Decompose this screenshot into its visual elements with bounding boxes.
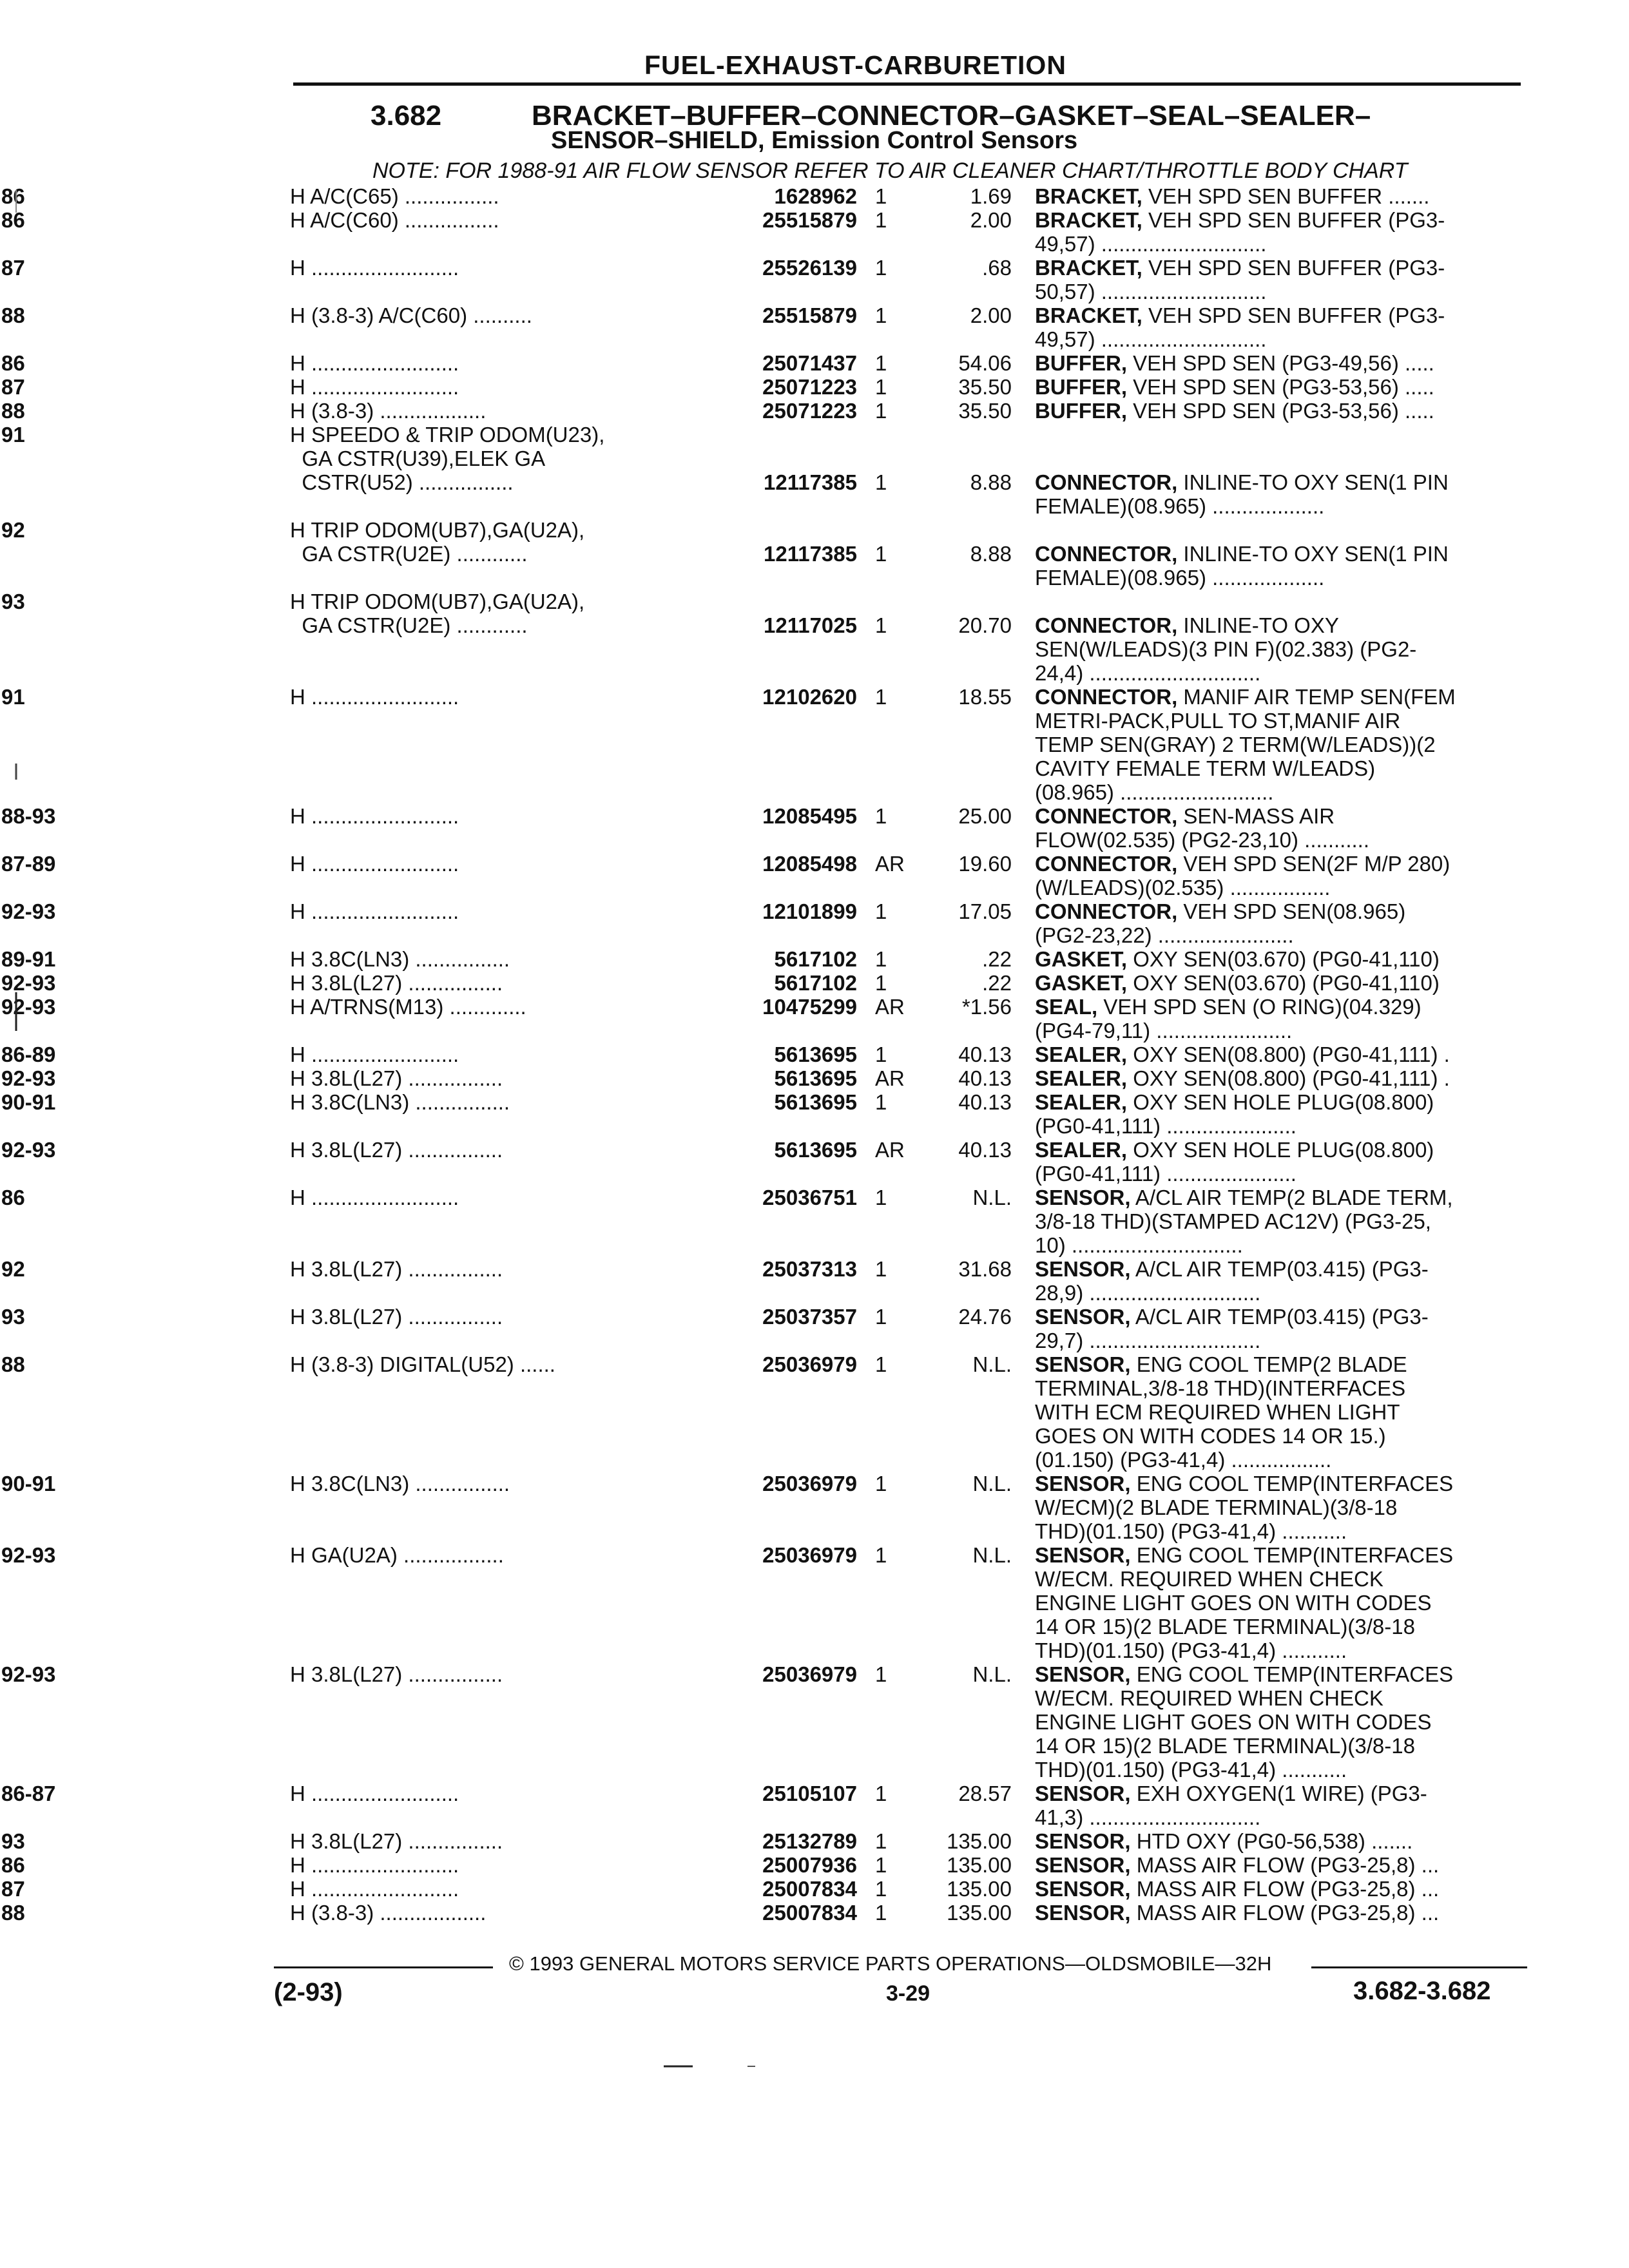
description-detail: ENG COOL TEMP(INTERFACES W/ECM. REQUIRED WHEN CHECK ENGINE LIGHT GOES ON WITH CODES 14 OR 15)(2 BLADE TERMINAL)(3/8-18 THD)(01.150) (PG3-41,4) ........... xyxy=(1035,1662,1454,1782)
quantity: 1 xyxy=(875,1352,887,1376)
section-number: 3.682 xyxy=(371,100,442,131)
part-number: 12085495 xyxy=(762,804,857,828)
application: H SPEEDO & TRIP ODOM(U23), GA CSTR(U39),ELEK GA CSTR(U52) ................ xyxy=(290,423,605,494)
application: H A/C(C65) ................ xyxy=(290,184,499,208)
description-noun: CONNECTOR, xyxy=(1035,899,1178,923)
quantity: 1 xyxy=(875,899,887,923)
description-detail: INLINE-TO OXY SEN(1 PIN FEMALE)(08.965) ................... xyxy=(1035,470,1449,518)
cutoff-year: 89-91 xyxy=(1,947,56,971)
description-noun: SENSOR, xyxy=(1035,1352,1131,1376)
footer-date: (2-93) xyxy=(274,1978,343,2006)
description-noun: SEALER, xyxy=(1035,1066,1128,1090)
application: H ......................... xyxy=(290,351,459,375)
part-number: 12085498 xyxy=(762,852,857,876)
cutoff-year: 92-93 xyxy=(1,995,56,1019)
description-noun: SENSOR, xyxy=(1035,1829,1131,1853)
application: H ......................... xyxy=(290,1877,459,1901)
cutoff-year: 87 xyxy=(1,256,25,280)
description-detail: MASS AIR FLOW (PG3-25,8) ... xyxy=(1130,1853,1440,1877)
application: H ......................... xyxy=(290,1186,459,1209)
description-noun: SENSOR, xyxy=(1035,1543,1131,1567)
cutoff-year: 91 xyxy=(1,685,25,709)
application: H (3.8-3) .................. xyxy=(290,1901,487,1925)
application: H 3.8L(L27) ................ xyxy=(290,1138,503,1162)
cutoff-year: 92-93 xyxy=(1,1543,56,1567)
description-detail: INLINE-TO OXY SEN(1 PIN FEMALE)(08.965) ................... xyxy=(1035,542,1449,590)
price: N.L. xyxy=(972,1543,1012,1567)
cutoff-year: 87-89 xyxy=(1,852,56,876)
application: H ......................... xyxy=(290,256,459,280)
part-number: 25071223 xyxy=(762,375,857,399)
description-detail: OXY SEN(08.800) (PG0-41,111) . xyxy=(1127,1066,1450,1090)
description-noun: SENSOR, xyxy=(1035,1186,1131,1209)
cutoff-year: 87 xyxy=(1,375,25,399)
application: H 3.8L(L27) ................ xyxy=(290,1066,503,1090)
description-detail: ENG COOL TEMP(INTERFACES W/ECM)(2 BLADE TERMINAL)(3/8-18 THD)(01.150) (PG3-41,4) ........... xyxy=(1035,1472,1454,1543)
part-number: 25007834 xyxy=(762,1901,857,1925)
description-detail: VEH SPD SEN BUFFER (PG3- 49,57) ............................ xyxy=(1035,303,1445,351)
part-number: 25037357 xyxy=(762,1305,857,1329)
price: .22 xyxy=(982,971,1012,995)
price: .22 xyxy=(982,947,1012,971)
section-title-line2: SENSOR–SHIELD, Emission Control Sensors xyxy=(551,127,1078,154)
cutoff-year: 86 xyxy=(1,184,25,208)
price: 17.05 xyxy=(958,899,1012,923)
description-noun: CONNECTOR, xyxy=(1035,470,1178,494)
description-detail: VEH SPD SEN BUFFER (PG3- 50,57) ............................ xyxy=(1035,256,1445,303)
cutoff-year: 91 xyxy=(1,423,25,447)
application: H 3.8L(L27) ................ xyxy=(290,1305,503,1329)
price: 2.00 xyxy=(970,208,1012,232)
quantity: AR xyxy=(875,1138,905,1162)
price: 24.76 xyxy=(958,1305,1012,1329)
price: 54.06 xyxy=(958,351,1012,375)
part-number: 25132789 xyxy=(762,1829,857,1853)
description-noun: GASKET, xyxy=(1035,947,1128,971)
price: 135.00 xyxy=(947,1901,1012,1925)
price: N.L. xyxy=(972,1662,1012,1686)
quantity: AR xyxy=(875,995,905,1019)
description-noun: SEALER, xyxy=(1035,1043,1128,1066)
application: H A/TRNS(M13) ............. xyxy=(290,995,526,1019)
cutoff-year: 86 xyxy=(1,1186,25,1209)
application: H TRIP ODOM(UB7),GA(U2A), GA CSTR(U2E) ............ xyxy=(290,518,585,566)
price: 28.57 xyxy=(958,1782,1012,1805)
description-noun: BRACKET, xyxy=(1035,208,1142,232)
description-noun: CONNECTOR, xyxy=(1035,542,1178,566)
part-number: 12102620 xyxy=(762,685,857,709)
page-header-title: FUEL-EXHAUST-CARBURETION xyxy=(644,50,1066,80)
application: H A/C(C60) ................ xyxy=(290,208,499,232)
description-detail: A/CL AIR TEMP(03.415) (PG3- 28,9) ............................. xyxy=(1035,1257,1429,1305)
application: H (3.8-3) A/C(C60) .......... xyxy=(290,303,532,327)
quantity: 1 xyxy=(875,351,887,375)
description-detail: ENG COOL TEMP(INTERFACES W/ECM. REQUIRED WHEN CHECK ENGINE LIGHT GOES ON WITH CODES 14 OR 15)(2 BLADE TERMINAL)(3/8-18 THD)(01.150) (PG3-41,4) ........... xyxy=(1035,1543,1454,1662)
price: 135.00 xyxy=(947,1877,1012,1901)
description-detail: OXY SEN(08.800) (PG0-41,111) . xyxy=(1127,1043,1450,1066)
description-detail: OXY SEN(03.670) (PG0-41,110) xyxy=(1127,947,1440,971)
price: 8.88 xyxy=(970,470,1012,494)
application: H ......................... xyxy=(290,1853,459,1877)
description-detail: EXH OXYGEN(1 WIRE) (PG3- 41,3) ............................. xyxy=(1035,1782,1427,1829)
quantity: 1 xyxy=(875,208,887,232)
quantity: 1 xyxy=(875,1662,887,1686)
cutoff-year: 88 xyxy=(1,1901,25,1925)
cutoff-year: 86-89 xyxy=(1,1043,56,1066)
description-detail: OXY SEN(03.670) (PG0-41,110) xyxy=(1127,971,1440,995)
part-number: 1628962 xyxy=(774,184,857,208)
application: H 3.8C(LN3) ................ xyxy=(290,1472,510,1495)
footer-copyright: © 1993 GENERAL MOTORS SERVICE PARTS OPERATIONS—OLDSMOBILE—32H xyxy=(509,1952,1272,1975)
description-detail: INLINE-TO OXY SEN(W/LEADS)(3 PIN F)(02.383) (PG2- 24,4) ............................. xyxy=(1035,613,1417,685)
description-noun: SEAL, xyxy=(1035,995,1098,1019)
description-noun: SENSOR, xyxy=(1035,1901,1131,1925)
description-detail: VEH SPD SEN (O RING)(04.329) (PG4-79,11) ....................... xyxy=(1035,995,1422,1043)
section-note: NOTE: FOR 1988-91 AIR FLOW SENSOR REFER TO AIR CLEANER CHART/THROTTLE BODY CHART xyxy=(372,159,1408,183)
description-noun: SENSOR, xyxy=(1035,1782,1131,1805)
application: H (3.8-3) DIGITAL(U52) ...... xyxy=(290,1352,555,1376)
cutoff-year: 90-91 xyxy=(1,1090,56,1114)
application: H ......................... xyxy=(290,899,459,923)
part-number: 25526139 xyxy=(762,256,857,280)
quantity: 1 xyxy=(875,613,887,637)
cutoff-year: 88 xyxy=(1,303,25,327)
quantity: 1 xyxy=(875,1543,887,1567)
part-number: 25007834 xyxy=(762,1877,857,1901)
part-number: 12117385 xyxy=(763,470,857,494)
cutoff-year: 86 xyxy=(1,208,25,232)
part-number: 25036979 xyxy=(762,1472,857,1495)
part-number: 5613695 xyxy=(774,1043,857,1066)
application: H 3.8C(LN3) ................ xyxy=(290,947,510,971)
cutoff-year: 88 xyxy=(1,1352,25,1376)
price: 40.13 xyxy=(958,1090,1012,1114)
price: 2.00 xyxy=(970,303,1012,327)
quantity: 1 xyxy=(875,1043,887,1066)
cutoff-year: 92-93 xyxy=(1,899,56,923)
description-detail: OXY SEN HOLE PLUG(08.800) (PG0-41,111) ...................... xyxy=(1035,1090,1434,1138)
description-noun: SEALER, xyxy=(1035,1090,1128,1114)
part-number: 12101899 xyxy=(762,899,857,923)
price: N.L. xyxy=(972,1472,1012,1495)
section-title-line1: BRACKET–BUFFER–CONNECTOR–GASKET–SEAL–SEALER– xyxy=(532,100,1371,131)
price: 40.13 xyxy=(958,1043,1012,1066)
description-noun: CONNECTOR, xyxy=(1035,685,1178,709)
description-noun: SENSOR, xyxy=(1035,1877,1131,1901)
part-number: 25071223 xyxy=(762,399,857,423)
description-noun: SENSOR, xyxy=(1035,1472,1131,1495)
application: H ......................... xyxy=(290,804,459,828)
description-detail: VEH SPD SEN(08.965) (PG2-23,22) ....................... xyxy=(1035,899,1406,947)
description-noun: BUFFER, xyxy=(1035,351,1127,375)
description-noun: BUFFER, xyxy=(1035,399,1127,423)
application: H 3.8L(L27) ................ xyxy=(290,1257,503,1281)
cutoff-year: 90-91 xyxy=(1,1472,56,1495)
description-noun: SENSOR, xyxy=(1035,1305,1131,1329)
part-number: 25036979 xyxy=(762,1662,857,1686)
quantity: 1 xyxy=(875,375,887,399)
quantity: 1 xyxy=(875,1305,887,1329)
quantity: 1 xyxy=(875,1090,887,1114)
price: 135.00 xyxy=(947,1853,1012,1877)
application: H ......................... xyxy=(290,1043,459,1066)
description-noun: SENSOR, xyxy=(1035,1662,1131,1686)
cutoff-year: 86 xyxy=(1,1853,25,1877)
part-number: 5617102 xyxy=(774,971,857,995)
description-noun: SENSOR, xyxy=(1035,1257,1131,1281)
quantity: 1 xyxy=(875,1782,887,1805)
cutoff-year: 93 xyxy=(1,1829,25,1853)
quantity: 1 xyxy=(875,256,887,280)
price: 19.60 xyxy=(958,852,1012,876)
quantity: 1 xyxy=(875,1472,887,1495)
description-detail: ENG COOL TEMP(2 BLADE TERMINAL,3/8-18 THD)(INTERFACES WITH ECM REQUIRED WHEN LIGHT GOES ON WITH CODES 14 OR 15.) (01.150) (PG3-41,4) ................. xyxy=(1035,1352,1407,1472)
description-detail: A/CL AIR TEMP(03.415) (PG3- 29,7) ............................. xyxy=(1035,1305,1429,1352)
quantity: 1 xyxy=(875,1901,887,1925)
part-number: 25037313 xyxy=(762,1257,857,1281)
description-detail: VEH SPD SEN (PG3-53,56) ..... xyxy=(1127,375,1434,399)
description-detail: VEH SPD SEN(2F M/P 280) (W/LEADS)(02.535) ................. xyxy=(1035,852,1451,899)
description-noun: CONNECTOR, xyxy=(1035,852,1178,876)
part-number: 25515879 xyxy=(762,303,857,327)
description-noun: GASKET, xyxy=(1035,971,1128,995)
description-detail: A/CL AIR TEMP(2 BLADE TERM, 3/8-18 THD)(STAMPED AC12V) (PG3-25, 10) ............................. xyxy=(1035,1186,1453,1257)
cutoff-year: 92 xyxy=(1,518,25,542)
cutoff-year: 88 xyxy=(1,399,25,423)
part-number: 25036979 xyxy=(762,1543,857,1567)
application: H 3.8L(L27) ................ xyxy=(290,1662,503,1686)
quantity: 1 xyxy=(875,1257,887,1281)
application: H 3.8C(LN3) ................ xyxy=(290,1090,510,1114)
cutoff-year: 86 xyxy=(1,351,25,375)
part-number: 10475299 xyxy=(762,995,857,1019)
description-noun: SENSOR, xyxy=(1035,1853,1131,1877)
quantity: 1 xyxy=(875,399,887,423)
price: 40.13 xyxy=(958,1066,1012,1090)
part-number: 25105107 xyxy=(762,1782,857,1805)
part-number: 25036979 xyxy=(762,1352,857,1376)
application: H GA(U2A) ................. xyxy=(290,1543,504,1567)
description-detail: SEN-MASS AIR FLOW(02.535) (PG2-23,10) ........... xyxy=(1035,804,1370,852)
description-noun: BRACKET, xyxy=(1035,184,1142,208)
description-noun: CONNECTOR, xyxy=(1035,613,1178,637)
description-detail: VEH SPD SEN (PG3-49,56) ..... xyxy=(1127,351,1434,375)
quantity: AR xyxy=(875,1066,905,1090)
price: 20.70 xyxy=(958,613,1012,637)
application: H (3.8-3) .................. xyxy=(290,399,487,423)
part-number: 12117385 xyxy=(763,542,857,566)
description-noun: SEALER, xyxy=(1035,1138,1128,1162)
part-number: 25071437 xyxy=(762,351,857,375)
part-number: 5617102 xyxy=(774,947,857,971)
part-number: 5613695 xyxy=(774,1138,857,1162)
application: H 3.8L(L27) ................ xyxy=(290,1829,503,1853)
description-detail: VEH SPD SEN (PG3-53,56) ..... xyxy=(1127,399,1434,423)
cutoff-year: 93 xyxy=(1,590,25,613)
footer-page-number: 3-29 xyxy=(886,1981,930,2006)
cutoff-year: 92-93 xyxy=(1,1138,56,1162)
description-noun: BRACKET, xyxy=(1035,303,1142,327)
application: H 3.8L(L27) ................ xyxy=(290,971,503,995)
description-detail: HTD OXY (PG0-56,538) ....... xyxy=(1130,1829,1413,1853)
price: 8.88 xyxy=(970,542,1012,566)
cutoff-year: 86-87 xyxy=(1,1782,56,1805)
price: *1.56 xyxy=(961,995,1012,1019)
description-detail: MASS AIR FLOW (PG3-25,8) ... xyxy=(1130,1901,1440,1925)
quantity: 1 xyxy=(875,303,887,327)
part-number: 12117025 xyxy=(763,613,857,637)
cutoff-year: 92-93 xyxy=(1,1662,56,1686)
price: .68 xyxy=(982,256,1012,280)
price: 135.00 xyxy=(947,1829,1012,1853)
cutoff-year: 88-93 xyxy=(1,804,56,828)
price: 18.55 xyxy=(958,685,1012,709)
price: 35.50 xyxy=(958,375,1012,399)
description-noun: CONNECTOR, xyxy=(1035,804,1178,828)
price: N.L. xyxy=(972,1352,1012,1376)
price: 1.69 xyxy=(970,184,1012,208)
part-number: 5613695 xyxy=(774,1066,857,1090)
part-number: 25515879 xyxy=(762,208,857,232)
cutoff-year: 92 xyxy=(1,1257,25,1281)
application: H ......................... xyxy=(290,375,459,399)
description-detail: OXY SEN HOLE PLUG(08.800) (PG0-41,111) ...................... xyxy=(1035,1138,1434,1186)
part-number: 25036751 xyxy=(762,1186,857,1209)
description-detail: VEH SPD SEN BUFFER (PG3- 49,57) ............................ xyxy=(1035,208,1445,256)
price: 35.50 xyxy=(958,399,1012,423)
description-noun: BRACKET, xyxy=(1035,256,1142,280)
price: 31.68 xyxy=(958,1257,1012,1281)
application: H ......................... xyxy=(290,852,459,876)
application: H TRIP ODOM(UB7),GA(U2A), GA CSTR(U2E) ............ xyxy=(290,590,585,637)
quantity: 1 xyxy=(875,685,887,709)
quantity: 1 xyxy=(875,542,887,566)
part-number: 25007936 xyxy=(762,1853,857,1877)
cutoff-year: 87 xyxy=(1,1877,25,1901)
part-number: 5613695 xyxy=(774,1090,857,1114)
price: N.L. xyxy=(972,1186,1012,1209)
quantity: 1 xyxy=(875,971,887,995)
application: H ......................... xyxy=(290,1782,459,1805)
quantity: 1 xyxy=(875,1877,887,1901)
cutoff-year: 93 xyxy=(1,1305,25,1329)
quantity: AR xyxy=(875,852,905,876)
price: 40.13 xyxy=(958,1138,1012,1162)
quantity: 1 xyxy=(875,1853,887,1877)
footer-section-range: 3.682-3.682 xyxy=(1353,1977,1491,2005)
application: H ......................... xyxy=(290,685,459,709)
quantity: 1 xyxy=(875,1186,887,1209)
quantity: 1 xyxy=(875,947,887,971)
cutoff-year: 92-93 xyxy=(1,971,56,995)
cutoff-year: 92-93 xyxy=(1,1066,56,1090)
quantity: 1 xyxy=(875,804,887,828)
description-detail: MASS AIR FLOW (PG3-25,8) ... xyxy=(1130,1877,1440,1901)
quantity: 1 xyxy=(875,184,887,208)
description-detail: VEH SPD SEN BUFFER ....... xyxy=(1142,184,1430,208)
quantity: 1 xyxy=(875,1829,887,1853)
price: 25.00 xyxy=(958,804,1012,828)
quantity: 1 xyxy=(875,470,887,494)
description-detail: MANIF AIR TEMP SEN(FEM METRI-PACK,PULL TO ST,MANIF AIR TEMP SEN(GRAY) 2 TERM(W/LEADS))(2 CAVITY FEMALE TERM W/LEADS) (08.965) .......................... xyxy=(1035,685,1456,804)
description-noun: BUFFER, xyxy=(1035,375,1127,399)
